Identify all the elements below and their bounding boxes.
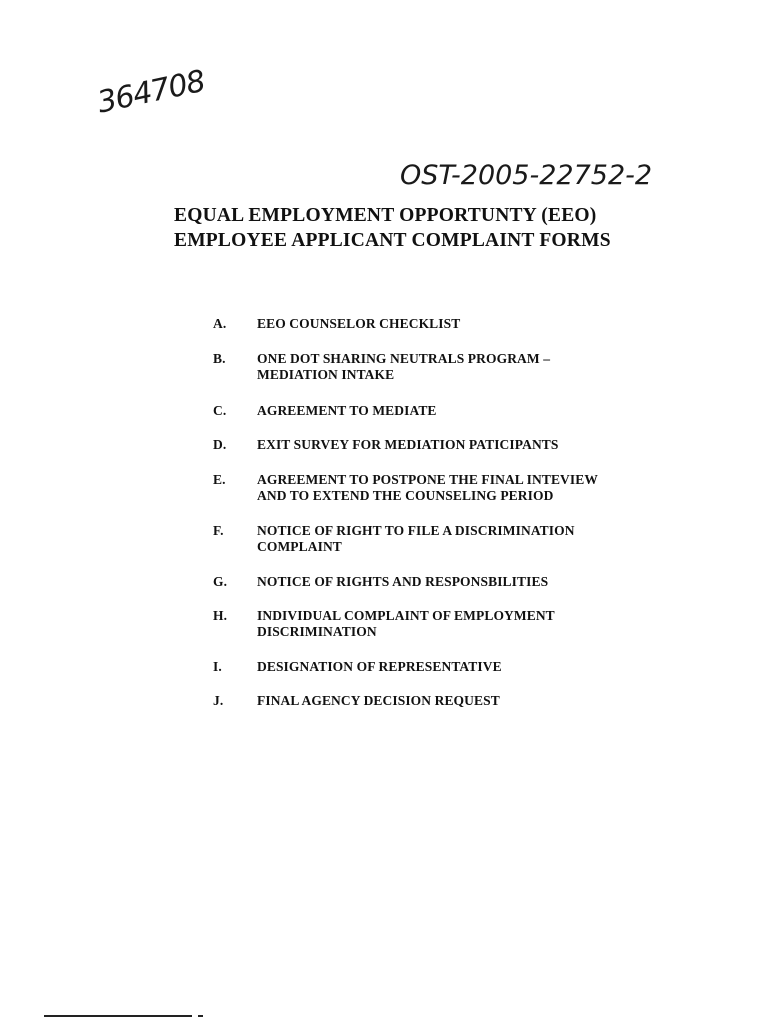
- list-item-line: NOTICE OF RIGHT TO FILE A DISCRIMINATION: [257, 523, 575, 538]
- list-item-line: AND TO EXTEND THE COUNSELING PERIOD: [257, 488, 554, 503]
- title-line-2: EMPLOYEE APPLICANT COMPLAINT FORMS: [174, 230, 611, 251]
- list-item-line: DESIGNATION OF REPRESENTATIVE: [257, 659, 502, 674]
- list-item-letter: C.: [213, 403, 227, 418]
- list-item-line: AGREEMENT TO POSTPONE THE FINAL INTEVIEW: [257, 472, 598, 487]
- list-item-line: NOTICE OF RIGHTS AND RESPONSBILITIES: [257, 574, 549, 589]
- list-item-letter: A.: [213, 316, 227, 331]
- list-item-line: EXIT SURVEY FOR MEDIATION PATICIPANTS: [257, 437, 559, 452]
- list-item-letter: H.: [213, 608, 228, 623]
- list-item-letter: F.: [213, 523, 224, 538]
- list-item-text: [257, 316, 637, 332]
- document-title: [174, 203, 644, 253]
- handwritten-docket-number: OST-2005-22752-2: [400, 160, 653, 191]
- list-item-text: [257, 437, 637, 453]
- list-item-letter: B.: [213, 351, 226, 366]
- list-item-text: [257, 574, 637, 590]
- list-item-text: [257, 523, 637, 555]
- footer-rule: [44, 1015, 192, 1017]
- list-item-line: AGREEMENT TO MEDIATE: [257, 403, 437, 418]
- list-item-line: EEO COUNSELOR CHECKLIST: [257, 316, 461, 331]
- list-item-text: [257, 608, 637, 640]
- list-item-line: COMPLAINT: [257, 539, 342, 554]
- list-item-line: DISCRIMINATION: [257, 624, 377, 639]
- list-item-letter: I.: [213, 659, 222, 674]
- list-item-text: [257, 351, 637, 383]
- list-item-letter: D.: [213, 437, 227, 452]
- list-item-letter: E.: [213, 472, 226, 487]
- list-item-text: [257, 472, 637, 504]
- title-line-1: EQUAL EMPLOYMENT OPPORTUNTY (EEO): [174, 205, 597, 226]
- list-item-line: MEDIATION INTAKE: [257, 367, 395, 382]
- list-item-text: [257, 659, 637, 675]
- list-item-line: FINAL AGENCY DECISION REQUEST: [257, 693, 500, 708]
- list-item-line: INDIVIDUAL COMPLAINT OF EMPLOYMENT: [257, 608, 555, 623]
- list-item-text: [257, 693, 637, 709]
- list-item-line: ONE DOT SHARING NEUTRALS PROGRAM –: [257, 351, 551, 366]
- list-item-letter: G.: [213, 574, 228, 589]
- footer-rule-dash: [198, 1015, 203, 1017]
- list-item-letter: J.: [213, 693, 224, 708]
- handwritten-number: 364708: [94, 63, 208, 121]
- list-item-text: [257, 403, 637, 419]
